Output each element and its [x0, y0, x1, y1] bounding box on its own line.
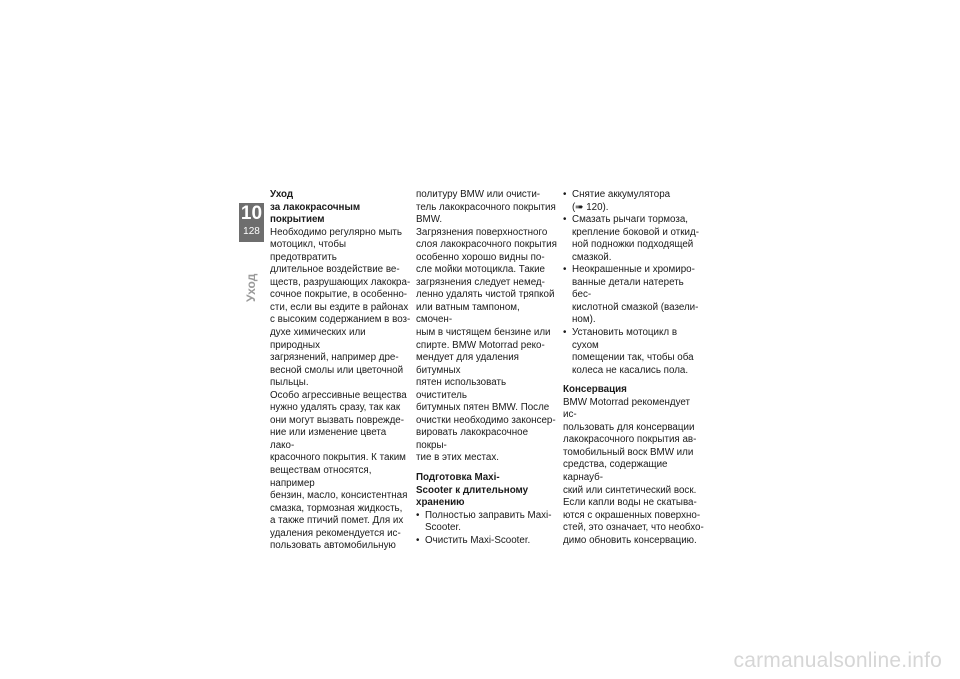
paragraph-polish: политуру BMW или очисти- тель лакокрасочного покрытия BMW.	[416, 189, 556, 226]
list-item: • Установить мотоцикл в сухом помещении так, чтобы оба колеса не касались пола.	[563, 327, 705, 377]
column-1	[270, 189, 412, 553]
heading-storage-preparation: Подготовка Maxi- Scooter к длительному хранению	[416, 472, 529, 509]
page-number: 128	[243, 226, 260, 237]
storage-steps-list	[416, 510, 558, 548]
storage-steps-list-continued	[563, 189, 705, 377]
list-item: • Очистить Maxi-Scooter.	[416, 535, 558, 548]
chapter-number: 10	[240, 203, 263, 224]
list-item: • Полностью заправить Maxi- Scooter.	[416, 510, 558, 535]
paragraph-wax: BMW Motorrad рекомендует ис- пользовать для консервации лакокрасочного покрытия ав- томобильный воск BMW или средства, содержащие карнауб- ский или синтетический воск. Если капли воды не скатыва- ются с окрашенных поверхно- стей, это означает, что необхо- димо обновить консервацию.	[563, 396, 704, 546]
column-2	[416, 189, 558, 547]
list-item: • Снятие аккумулятора (➠ 120).	[563, 189, 705, 214]
column-3	[563, 189, 705, 547]
watermark: carmanualsonline.info	[733, 649, 942, 672]
list-item: • Смазать рычаги тормоза, крепление боковой и откид- ной подножки подходящей смазкой.	[563, 214, 705, 264]
heading-conservation: Консервация	[563, 384, 627, 396]
chapter-tab	[239, 203, 264, 242]
paragraph-aggressive-substances: Особо агрессивные вещества нужно удалять сразу, так как они могут вызвать поврежде- ние или изменение цвета лако- красочного покрытия. К таким веществам относятся, например бензин, масло, консистентная смазка, тормозная жидкость, а также птичий помет. Для их удаления рекомендуется ис- пользовать автомобильную	[270, 389, 408, 552]
chapter-side-label: Уход	[244, 273, 258, 302]
paragraph-regular-wash: Необходимо регулярно мыть мотоцикл, чтобы предотвратить длительное воздействие ве- ществ, разрушающих лакокра- сочное покрытие, в особенно- сти, если вы ездите в районах с высоким содержанием в воз- духе химических или природных загрязнений, например дре- весной смолы или цветочной пыльцы.	[270, 226, 411, 389]
heading-paint-care: Уход за лакокрасочным покрытием	[270, 189, 361, 226]
list-item: • Неокрашенные и хромиро- ванные детали натереть бес- кислотной смазкой (вазели- ном).	[563, 264, 705, 327]
paragraph-surface-dirt: Загрязнения поверхностного слоя лакокрасочного покрытия особенно хорошо видны по- сле мойки мотоцикла. Такие загрязнения следует немед- ленно удалять чистой тряпкой или ватным тампоном, смочен- ным в чистящем бензине или спирте. BMW Motorrad реко- мендует для удаления битумных пятен использовать очиститель битумных пятен BMW. После очистки необходимо законсер- вировать лакокрасочное покры- тие в этих местах.	[416, 226, 557, 464]
